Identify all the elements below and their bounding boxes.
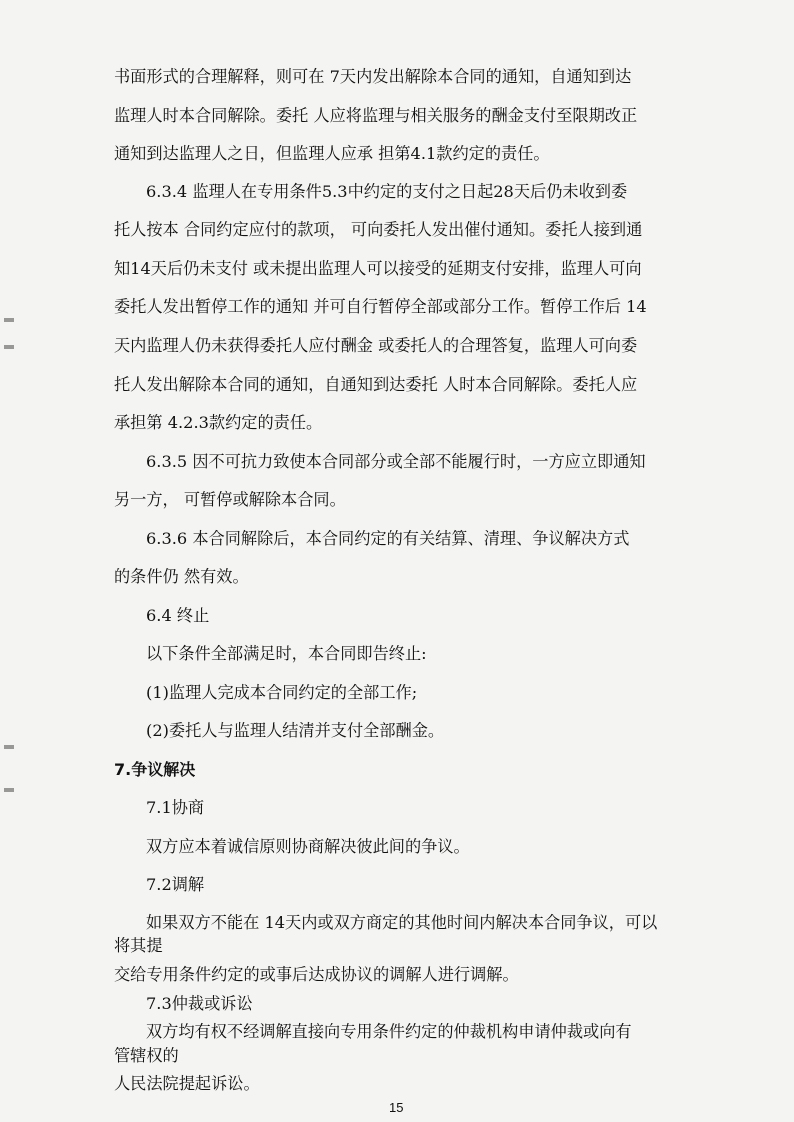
body-text-line: 承担第 4.2.3款约定的责任。 [114, 413, 323, 432]
clause-6-3-4: 6.3.4 监理人在专用条件5.3中约定的支付之日起28天后仍未收到委 [146, 182, 628, 201]
binding-hole-mark [4, 318, 14, 322]
list-item: (2)委托人与监理人结清并支付全部酬金。 [146, 721, 445, 740]
body-text-line: 书面形式的合理解释，则可在 7天内发出解除本合同的通知，自通知到达 [114, 67, 632, 86]
body-text-line: 托人按本 合同约定应付的款项， 可向委托人发出催付通知。委托人接到通 [114, 220, 643, 239]
clause-7-1-title: 7.1协商 [146, 798, 205, 817]
body-text-line: 如果双方不能在 14天内或双方商定的其他时间内解决本合同争议，可以 [146, 913, 658, 932]
body-text-line: 监理人时本合同解除。委托 人应将监理与相关服务的酬金支付至限期改正 [114, 106, 638, 125]
binding-hole-mark [4, 745, 14, 749]
body-text-line: 人民法院提起诉讼。 [114, 1074, 260, 1093]
body-text-line: 双方应本着诚信原则协商解决彼此间的争议。 [146, 837, 470, 856]
body-text-line: 双方均有权不经调解直接向专用条件约定的仲裁机构申请仲裁或向有 [146, 1022, 632, 1041]
section-heading-7: 7.争议解决 [114, 760, 196, 779]
clause-6-4-title: 6.4 终止 [146, 606, 210, 625]
body-text-line: 知14天后仍未支付 或未提出监理人可以接受的延期支付安排，监理人可向 [114, 259, 642, 278]
body-text-line: 以下条件全部满足时，本合同即告终止: [146, 644, 427, 663]
clause-7-3-title: 7.3仲裁或诉讼 [146, 994, 253, 1013]
body-text-line: 天内监理人仍未获得委托人应付酬金 或委托人的合理答复，监理人可向委 [114, 336, 638, 355]
page-number: 15 [389, 1100, 404, 1115]
body-text-line: 将其提 [114, 936, 163, 955]
clause-6-3-6: 6.3.6 本合同解除后，本合同约定的有关结算、清理、争议解决方式 [146, 529, 630, 548]
body-text-line: 委托人发出暂停工作的通知 并可自行暂停全部或部分工作。暂停工作后 14 [114, 297, 647, 316]
clause-7-2-title: 7.2调解 [146, 875, 205, 894]
list-item: (1)监理人完成本合同约定的全部工作; [146, 683, 418, 702]
body-text-line: 交给专用条件约定的或事后达成协议的调解人进行调解。 [114, 965, 519, 984]
binding-hole-mark [4, 345, 14, 349]
body-text-line: 另一方， 可暂停或解除本合同。 [114, 490, 346, 509]
body-text-line: 管辖权的 [114, 1046, 179, 1065]
binding-hole-mark [4, 788, 14, 792]
body-text-line: 托人发出解除本合同的通知，自通知到达委托 人时本合同解除。委托人应 [114, 375, 638, 394]
body-text-line: 通知到达监理人之日，但监理人应承 担第4.1款约定的责任。 [114, 144, 550, 163]
clause-6-3-5: 6.3.5 因不可抗力致使本合同部分或全部不能履行时，一方应立即通知 [146, 452, 646, 471]
body-text-line: 的条件仍 然有效。 [114, 567, 249, 586]
